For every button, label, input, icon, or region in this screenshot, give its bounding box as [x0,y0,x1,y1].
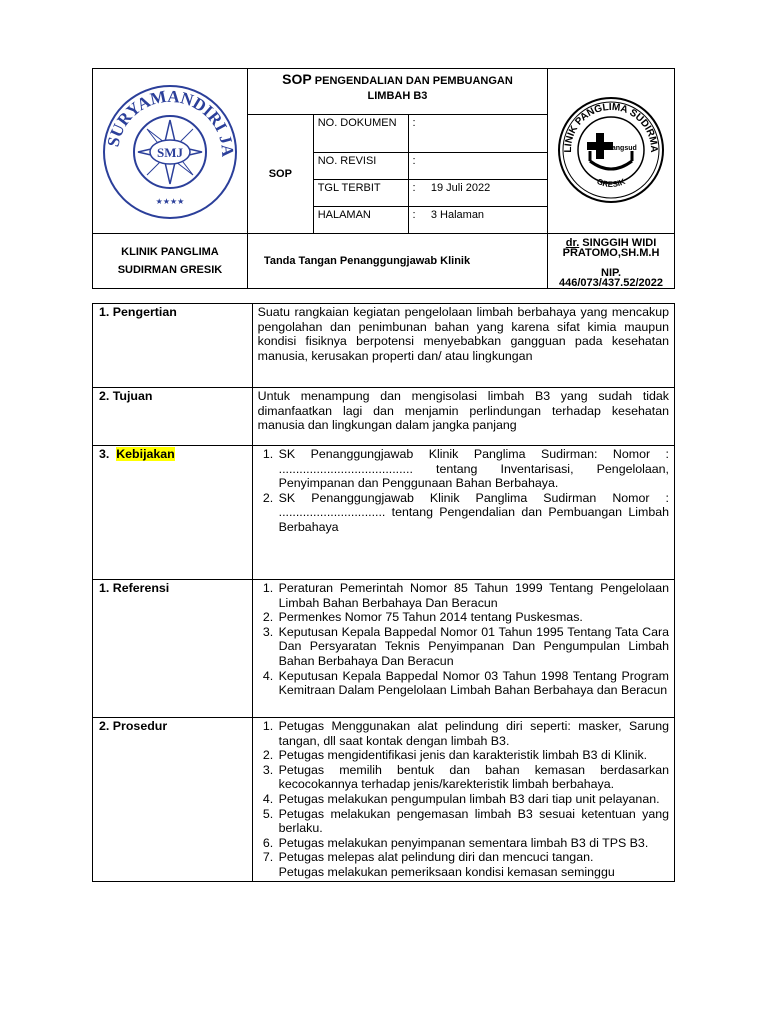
heading-number: 3. [99,447,117,461]
clinic-name-line2: SUDIRMAN GRESIK [117,264,223,276]
company-logo-cell [93,69,248,234]
sop-content-table [92,303,675,882]
klinik-panglima-logo-icon [556,95,666,205]
clinic-logo-cell [548,69,675,234]
section-list-kebijakan [252,446,674,580]
meta-label-dokumen: NO. DOKUMEN [313,115,408,153]
clinic-bottom-text: GRESIK [595,176,627,189]
clinic-name-line1: KLINIK PANGLIMA [121,246,219,258]
meta-sep: : [412,209,416,221]
list-item: 3. Petugas memilih bentuk dan bahan kemasan berdasarkan kecocokannya terhadap jenis/karekteristik limbah berbahaya. [277,763,669,792]
list-item: 1. Petugas Menggunakan alat pelindung diri seperti: masker, Sarung tangan, dll saat kontak dengan limbah B3. [277,719,669,748]
meta-label-tgl-terbit: TGL TERBIT [313,180,408,207]
list-item: 2. SK Penanggungjawab Klinik Panglima Sudirman Nomor : ............................... tentang Pengendalian dan Pembuangan Limbah Berbahaya [277,491,669,535]
section-text-tujuan: Untuk menampung dan mengisolasi limbah B3 yang sudah tidak dimanfaatkan lagi dan menjamin perlindungan terhadap kesehatan manusia dan lingkungan dalam jangka panjang [252,388,674,446]
section-row-tujuan [93,388,675,446]
heading-highlighted: Kebijakan [116,447,175,461]
list-item: 2. Petugas mengidentifikasi jenis dan karakteristik limbah B3 di Klinik. [277,748,669,763]
list-item: 6. Petugas melakukan penyimpanan sementara limbah B3 di TPS B3. [277,836,669,851]
meta-sep: : [412,182,416,194]
list-item: 1. SK Penanggungjawab Klinik Panglima Sudirman: Nomor : ....................................... tentang Inventarisasi, Pengelolaan, Penyimpanan dan Penggunaan Bahan Berbahaya. [277,447,669,491]
signatory-block [548,234,675,289]
section-heading-pengertian: 1. Pengertian [93,304,253,388]
section-list-referensi [252,580,674,718]
signatory-nip: NIP. 446/073/437.52/2022 [559,267,664,289]
clinic-name [93,234,248,289]
meta-sep: : [412,155,416,167]
list-item: 5. Petugas melakukan pengemasan limbah B3 sesuai ketentuan yang berlaku. [277,807,669,836]
meta-label-revisi: NO. REVISI [313,153,408,180]
logo-stars: ★★★★ [155,196,185,206]
signatory-line2: PRATOMO,SH.M.H [562,247,660,259]
logo-center-text: SMJ [156,144,183,160]
meta-label-halaman: HALAMAN [313,207,408,234]
signatory-line1: SINGGIH WIDI [579,237,657,249]
logo-ring-text: SURYAMANDIRI JA [103,86,238,156]
signatory-prefix: dr. [565,237,580,249]
section-text-pengertian: Suatu rangkaian kegiatan pengelolaan limbah berbahaya yang mencakup pengolahan dan penimbunan bahan yang karena sifat kimia maupun kondisi fisiknya berpotensi menyebabkan gangguan pada kesehatan manusia, kerusakan properti dan/ atau lingkungan [252,304,674,388]
sop-title-line1: PENGENDALIAN DAN PEMBUANGAN [314,75,513,87]
meta-value-tgl-terbit: 19 Juli 2022 [430,182,491,194]
section-list-prosedur [252,718,674,882]
list-item: 3. Keputusan Kepala Bappedal Nomor 01 Tahun 1995 Tentang Tata Cara Dan Persyaratan Teknis Penyimpanan Dan Pengumpulan Limbah Bahan Berbahaya Dan Beracun [277,625,669,669]
list-item: 2. Permenkes Nomor 75 Tahun 2014 tentang Puskesmas. [277,610,669,625]
sop-title [247,69,547,115]
section-heading-prosedur: 2. Prosedur [93,718,253,882]
section-heading-referensi: 1. Referensi [93,580,253,718]
section-row-pengertian [93,304,675,388]
suryamandiri-logo-icon [100,80,240,220]
clinic-center-text: Pangsud [607,144,637,152]
sop-prefix: SOP [282,71,312,87]
section-heading-tujuan: 2. Tujuan [93,388,253,446]
list-item: 7. Petugas melepas alat pelindung diri dan mencuci tangan. [277,850,669,865]
list-item: 1. Peraturan Pemerintah Nomor 85 Tahun 1999 Tentang Pengelolaan Limbah Bahan Berbahaya Dan Beracun [277,581,669,610]
section-row-prosedur [93,718,675,882]
clinic-ring-text: LINIK PANGLIMA SUDIRMA [562,101,660,153]
list-item: 4. Keputusan Kepala Bappedal Nomor 03 Tahun 1998 Tentang Program Kemitraan Dalam Pengelolaan Limbah Bahan Berbahaya dan Beracun [277,669,669,698]
sop-title-line2: LIMBAH B3 [367,90,428,102]
list-item: 8. Petugas melakukan pemeriksaan kondisi kemasan seminggu [277,865,669,880]
sop-header [92,68,675,289]
meta-sep: : [412,117,416,129]
section-row-referensi [93,580,675,718]
sop-label: SOP [247,115,313,234]
section-heading-kebijakan [93,446,253,580]
meta-value-halaman: 3 Halaman [430,209,485,221]
svg-text:GRESIK [595,176,626,188]
list-item: 4. Petugas melakukan pengumpulan limbah B3 dari tiap unit pelayanan. [277,792,669,807]
signature-label: Tanda Tangan Penanggungjawab Klinik [247,234,547,289]
section-row-kebijakan [93,446,675,580]
